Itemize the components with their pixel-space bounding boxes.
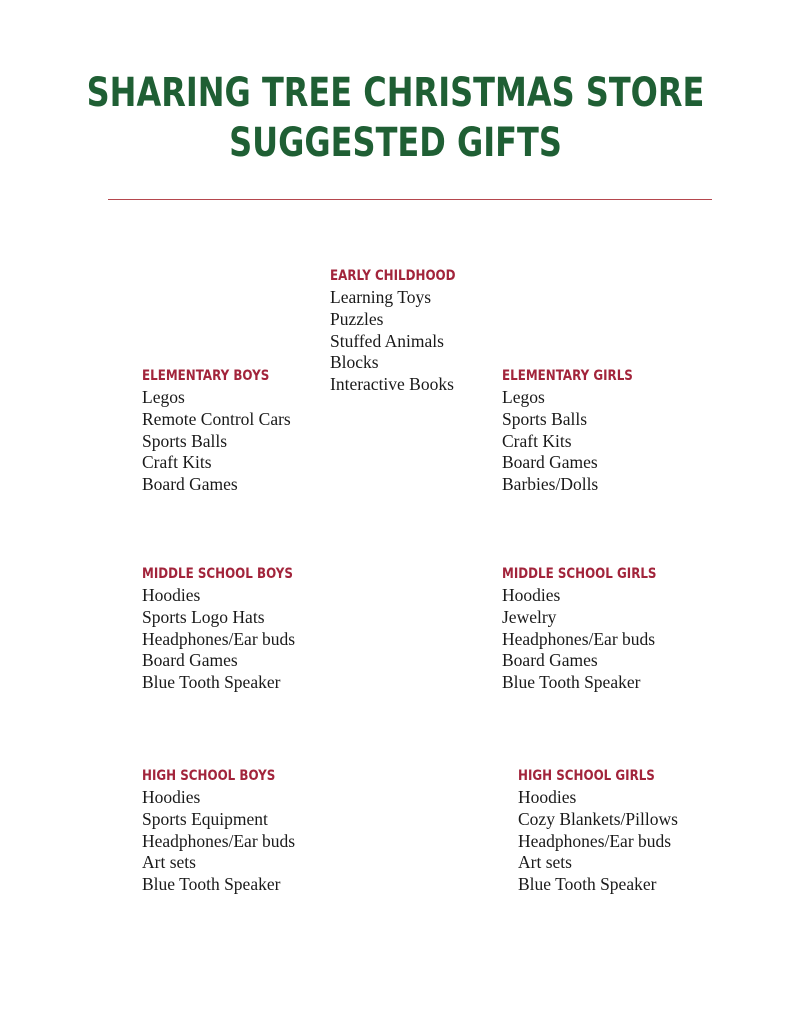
gift-item: Sports Balls xyxy=(142,430,228,451)
page-title-line-2: SUGGESTED GIFTS xyxy=(229,120,562,166)
gift-item: Art sets xyxy=(518,852,572,873)
gift-item: Blue Tooth Speaker xyxy=(142,874,281,895)
gift-item: Learning Toys xyxy=(330,287,432,307)
section-middle-school-boys xyxy=(142,563,326,694)
gift-item: Remote Control Cars xyxy=(142,408,291,429)
gift-item: Sports Balls xyxy=(502,408,588,429)
gift-item: Blue Tooth Speaker xyxy=(518,874,657,895)
gift-item: Cozy Blankets/Pillows xyxy=(518,808,678,829)
gift-item: Interactive Books xyxy=(330,374,454,395)
gift-item: Barbies/Dolls xyxy=(502,474,599,495)
gift-list xyxy=(142,387,297,496)
gift-item: Hoodies xyxy=(142,585,201,605)
section-elementary-boys xyxy=(142,365,297,496)
gift-item: Stuffed Animals xyxy=(330,330,444,351)
section-high-school-girls xyxy=(518,765,685,896)
page-title-line-1: SHARING TREE CHRISTMAS STORE xyxy=(86,70,705,116)
gift-item: Headphones/Ear buds xyxy=(502,628,656,649)
section-heading: ELEMENTARY GIRLS xyxy=(502,368,633,384)
gift-item: Legos xyxy=(502,387,545,407)
section-high-school-boys xyxy=(142,765,305,896)
gift-item: Headphones/Ear buds xyxy=(142,628,296,649)
section-heading: ELEMENTARY BOYS xyxy=(142,368,270,384)
section-heading: MIDDLE SCHOOL GIRLS xyxy=(502,566,657,582)
section-heading: EARLY CHILDHOOD xyxy=(330,268,456,284)
gift-item: Hoodies xyxy=(142,787,201,807)
gift-item: Headphones/Ear buds xyxy=(518,830,672,851)
gift-item: Board Games xyxy=(142,474,238,495)
page-title xyxy=(79,68,712,168)
gift-item: Board Games xyxy=(142,650,238,671)
gift-item: Hoodies xyxy=(518,787,577,807)
gift-list xyxy=(142,787,305,896)
section-heading: HIGH SCHOOL GIRLS xyxy=(518,768,655,784)
title-divider xyxy=(108,199,712,200)
gift-item: Hoodies xyxy=(502,585,561,605)
section-elementary-girls xyxy=(502,365,662,496)
section-early-childhood xyxy=(330,265,483,396)
gift-item: Jewelry xyxy=(502,606,557,627)
gift-item: Headphones/Ear buds xyxy=(142,830,296,851)
gift-item: Sports Equipment xyxy=(142,808,268,829)
gift-item: Board Games xyxy=(502,650,598,671)
gift-list xyxy=(502,585,690,694)
gift-item: Board Games xyxy=(502,452,598,473)
gift-item: Sports Logo Hats xyxy=(142,606,265,627)
gift-list xyxy=(330,287,483,396)
gift-item: Legos xyxy=(142,387,185,407)
gift-list xyxy=(518,787,685,896)
section-middle-school-girls xyxy=(502,563,690,694)
gift-item: Blocks xyxy=(330,352,379,373)
gift-item: Blue Tooth Speaker xyxy=(502,672,641,693)
section-heading: HIGH SCHOOL BOYS xyxy=(142,768,276,784)
gift-list xyxy=(502,387,662,496)
section-heading: MIDDLE SCHOOL BOYS xyxy=(142,566,293,582)
gift-list xyxy=(142,585,326,694)
gift-item: Craft Kits xyxy=(142,452,212,473)
gift-item: Puzzles xyxy=(330,308,384,329)
gift-item: Craft Kits xyxy=(502,430,572,451)
gift-item: Art sets xyxy=(142,852,196,873)
gift-item: Blue Tooth Speaker xyxy=(142,672,281,693)
